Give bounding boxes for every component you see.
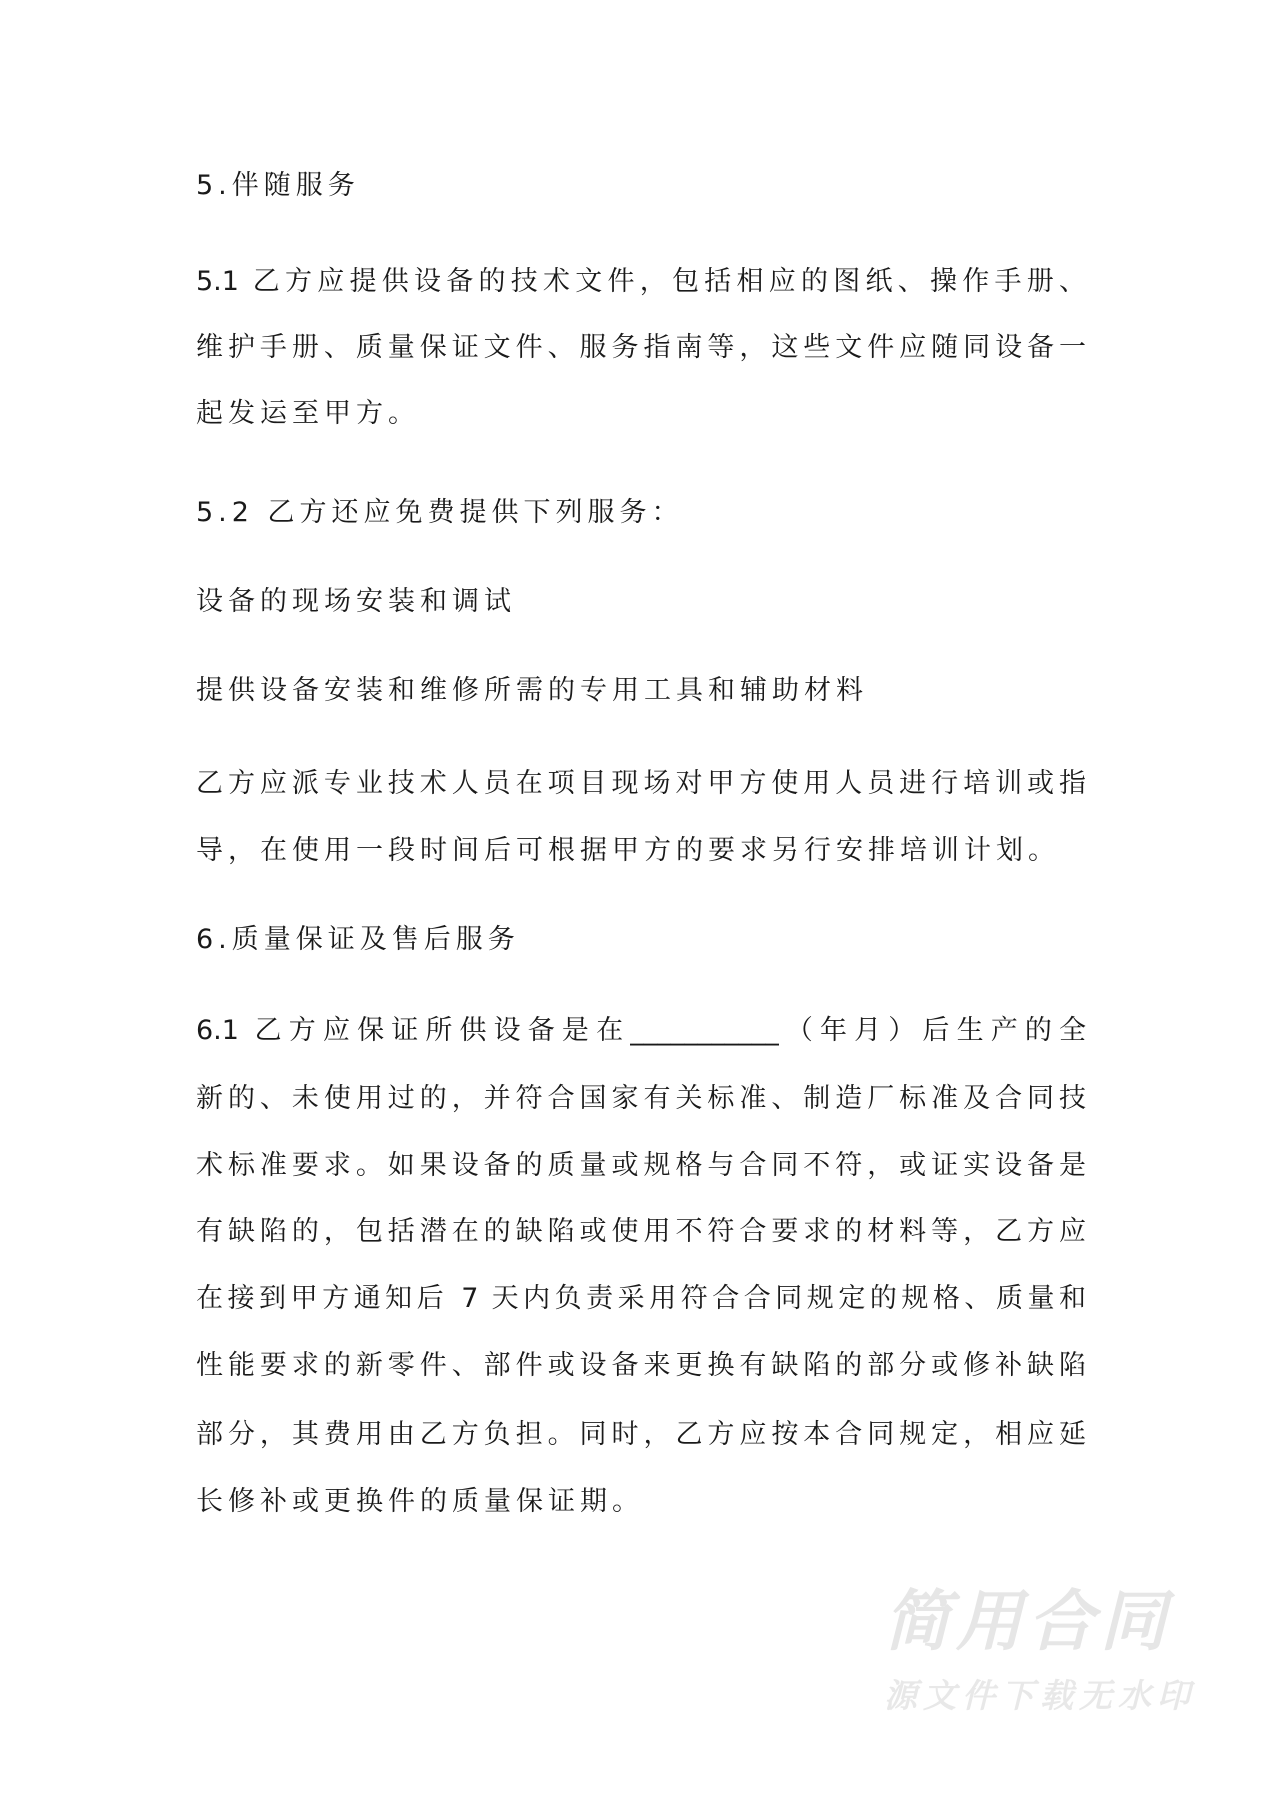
paragraph-line: 在接到甲方通知后 7 天内负责采用符合合同规定的规格、质量和 (196, 1283, 1086, 1314)
watermark-logo: 简用合同 (884, 1583, 1172, 1660)
paragraph-line: 5.2 乙方还应免费提供下列服务： (196, 497, 684, 528)
section-heading-5: 5.伴随服务 (196, 170, 360, 201)
paragraph-line: 6.1 乙方应保证所供设备是在___________（年月）后生产的全 (196, 1015, 1086, 1046)
paragraph-line: 长修补或更换件的质量保证期。 (196, 1486, 644, 1517)
list-item: 设备的现场安装和调试 (196, 586, 516, 617)
paragraph-line: 有缺陷的，包括潜在的缺陷或使用不符合要求的材料等，乙方应 (196, 1216, 1086, 1247)
watermark-subtitle: 源文件下载无水印 (884, 1676, 1196, 1715)
paragraph-line: 乙方应派专业技术人员在项目现场对甲方使用人员进行培训或指 (196, 768, 1086, 799)
paragraph-line: 导，在使用一段时间后可根据甲方的要求另行安排培训计划。 (196, 835, 1060, 866)
paragraph-line: 术标准要求。如果设备的质量或规格与合同不符，或证实设备是 (196, 1150, 1086, 1181)
section-heading-6: 6.质量保证及售后服务 (196, 924, 520, 955)
paragraph-line: 性能要求的新零件、部件或设备来更换有缺陷的部分或修补缺陷 (196, 1350, 1086, 1381)
list-item: 提供设备安装和维修所需的专用工具和辅助材料 (196, 675, 868, 706)
paragraph-line: 5.1 乙方应提供设备的技术文件，包括相应的图纸、操作手册、 (196, 266, 1086, 297)
paragraph-line: 部分，其费用由乙方负担。同时，乙方应按本合同规定，相应延 (196, 1419, 1086, 1450)
paragraph-line: 维护手册、质量保证文件、服务指南等，这些文件应随同设备一 (196, 332, 1086, 363)
paragraph-line: 新的、未使用过的，并符合国家有关标准、制造厂标准及合同技 (196, 1083, 1086, 1114)
paragraph-line: 起发运至甲方。 (196, 398, 420, 429)
